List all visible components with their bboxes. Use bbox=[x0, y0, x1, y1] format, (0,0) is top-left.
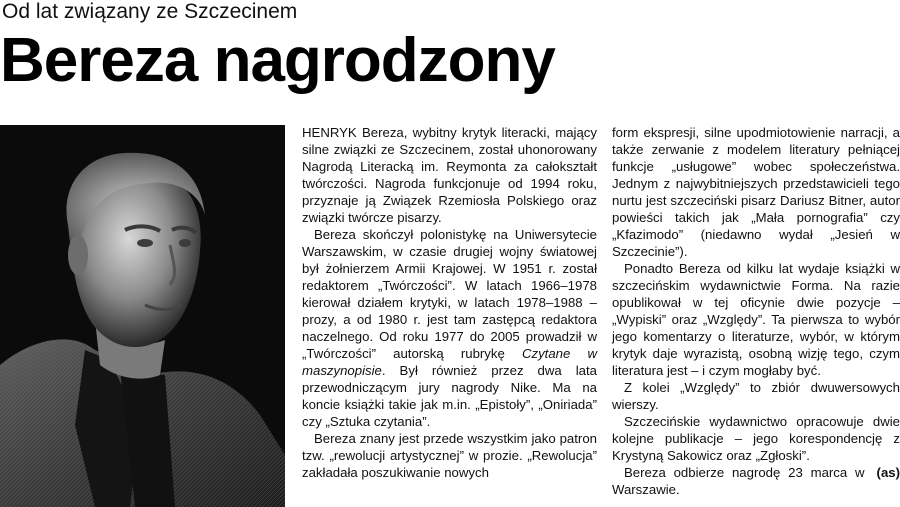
article-column-2 bbox=[612, 124, 900, 498]
portrait-image bbox=[0, 125, 285, 507]
article-headline: Bereza nagrodzony bbox=[0, 26, 555, 95]
article-paragraph: (as) Bereza odbierze nagrodę 23 marca w Warszawie. bbox=[612, 465, 900, 497]
article-kicker: Od lat związany ze Szczecinem bbox=[2, 0, 298, 23]
article-paragraph: Bereza skończył polonistykę na Uniwersytecie Warszawskim, w czasie drugiej wojny światowej był żołnierzem Armii Krajowej. W 1951 r. został redaktorem „Twórczości”. W latach 1966–1978 kierował działem krytyki, w latach 1978–1988 – prozy, a od 1980 r. jest tam zastępcą redaktora naczelnego. Od roku 1977 do 2005 prowadził w „Twórczości” autorską rubrykę Czytane w maszynopisie. Był również przez dwa lata przewodniczącym jury nagrody Nike. Ma na koncie książki takie jak m.in. „Epistoły”, „Oniriada” czy „Sztuka czytania”. bbox=[302, 227, 597, 429]
article-paragraph: Szczecińskie wydawnictwo opracowuje dwie kolejne publikacje – jego korespondencję z Krystyną Sakowicz oraz „Zgłoski”. bbox=[612, 414, 900, 463]
author-photo bbox=[0, 125, 285, 507]
italic-title: Czytane w maszynopisie bbox=[302, 346, 597, 378]
article-paragraph: Bereza znany jest przede wszystkim jako patron tzw. „rewolucji artystycznej” w prozie. „Rewolucja” zakładała poszukiwanie nowych bbox=[302, 431, 597, 480]
author-signature: (as) bbox=[876, 465, 900, 480]
article-paragraph: HENRYK Bereza, wybitny krytyk literacki, mający silne związki ze Szczecinem, został uhonorowany Nagrodą Literacką im. Reymonta za całokształt twórczości. Nagroda funkcjonuje od 1994 roku, przyznaje ją Związek Rzemiosła Polskiego oraz związki twórcze pisarzy. bbox=[302, 125, 597, 225]
article-paragraph: form ekspresji, silne upodmiotowienie narracji, a także zerwanie z modelem literatury pełniącej funkcje „usługowe” wobec społeczeństwa. Jednym z najwybitniejszych przedstawicieli tego nurtu jest szczeciński pisarz Dariusz Bitner, autor powieści takich jak „Mała pornografia” czy „Kfazimodo” (niedawno wydał „Jesień w Szczecinie”). bbox=[612, 125, 900, 259]
article-column-1 bbox=[302, 124, 597, 481]
article-paragraph: Ponadto Bereza od kilku lat wydaje książki w szczecińskim wydawnictwie Forma. Na razie opublikował w tej oficynie dwie pozycje – „Wypiski” oraz „Względy”. Ta pierwsza to wybór jego komentarzy o literaturze, wybór, w którym krytyk daje wyrazistą, osobną wizję tego, czym literatura jest – i czym mogłaby być. bbox=[612, 261, 900, 378]
article-paragraph: Z kolei „Względy” to zbiór dwuwersowych wierszy. bbox=[612, 380, 900, 412]
